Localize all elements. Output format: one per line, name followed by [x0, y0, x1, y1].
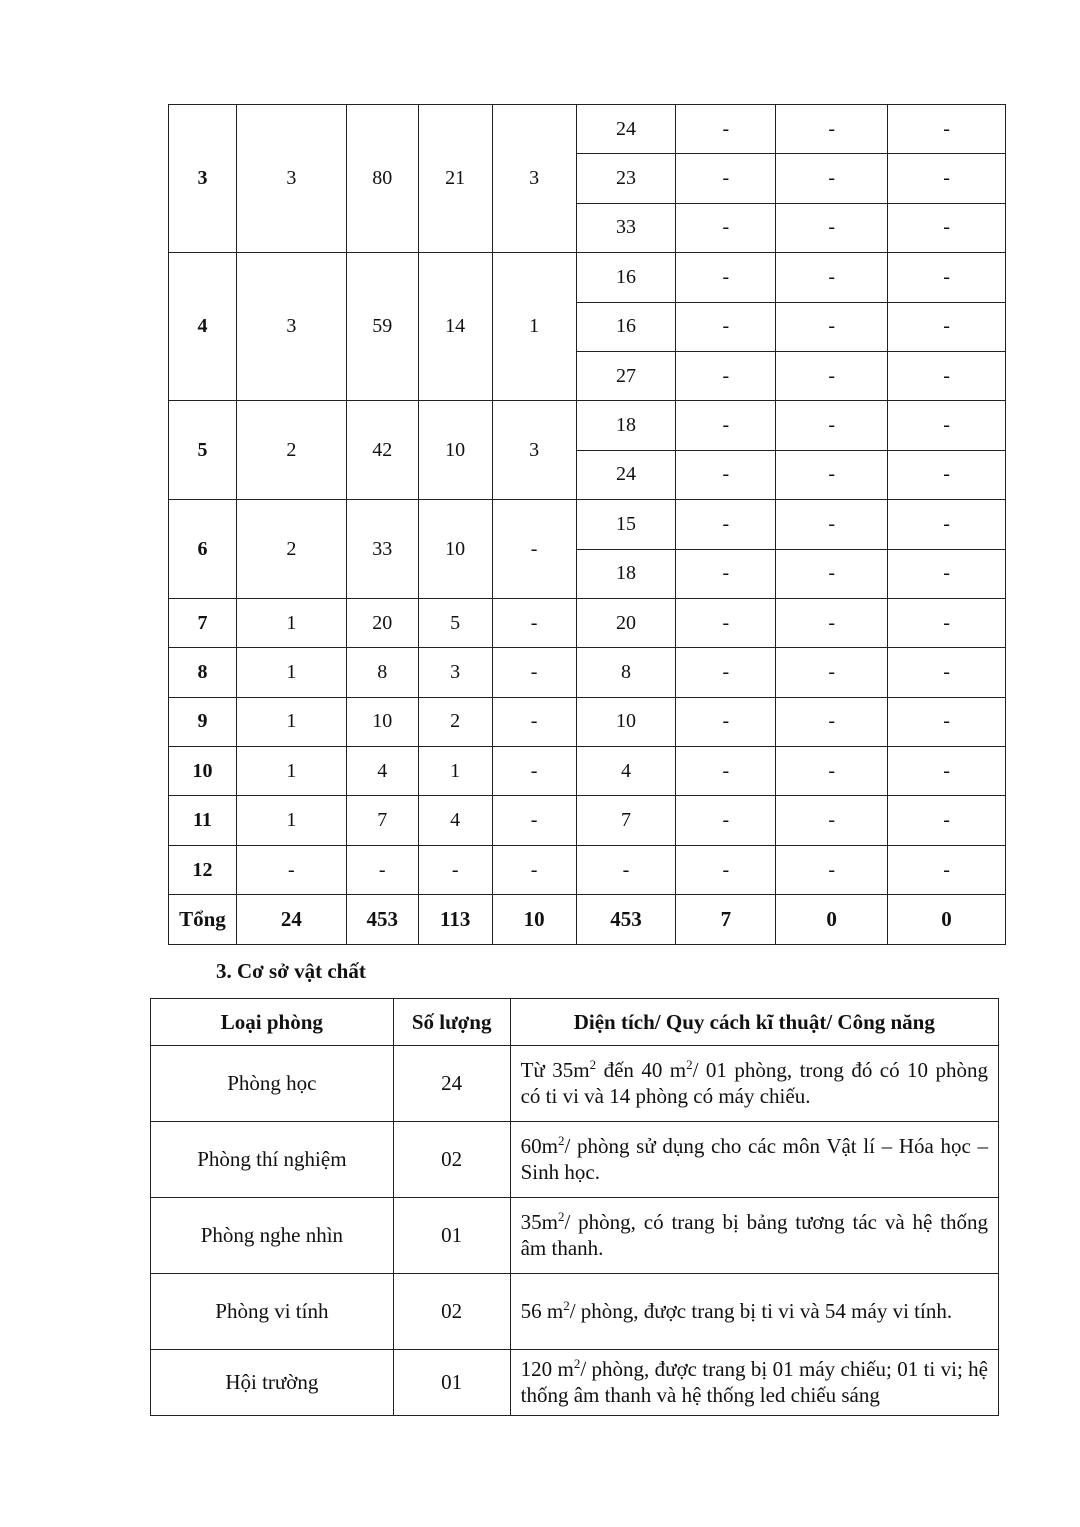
- stats-cell-col8: -: [776, 154, 888, 203]
- stats-cell-col9: -: [888, 549, 1006, 598]
- stats-cell-col3: -: [346, 845, 418, 894]
- stats-cell-col5: -: [492, 845, 576, 894]
- stats-cell-col7: -: [676, 203, 776, 252]
- stats-cell-col6: 18: [576, 549, 676, 598]
- stats-cell-col2: 1: [236, 796, 346, 845]
- stats-cell-grade: 6: [169, 500, 237, 599]
- stats-cell-col7: -: [676, 351, 776, 400]
- stats-cell-col6: 33: [576, 203, 676, 252]
- stats-cell-col4: 21: [418, 105, 492, 253]
- stats-cell-col6: -: [576, 845, 676, 894]
- facility-row: [151, 1274, 999, 1350]
- stats-cell-col2: -: [236, 845, 346, 894]
- stats-cell-col7: -: [676, 796, 776, 845]
- stats-cell-grade: 8: [169, 648, 237, 697]
- stats-cell-col2: 2: [236, 401, 346, 500]
- stats-cell-col7: -: [676, 302, 776, 351]
- stats-cell-col9: -: [888, 648, 1006, 697]
- stats-cell-col2: 1: [236, 648, 346, 697]
- stats-cell-col7: -: [676, 401, 776, 450]
- stats-cell-col7: -: [676, 598, 776, 647]
- stats-cell-col6: 10: [576, 697, 676, 746]
- stats-cell-col9: -: [888, 154, 1006, 203]
- stats-cell-col9: -: [888, 747, 1006, 796]
- stats-cell-col3: 42: [346, 401, 418, 500]
- stats-cell-col2: 2: [236, 500, 346, 599]
- table-row: [169, 796, 1006, 845]
- total-cell-col7: 7: [676, 895, 776, 944]
- stats-cell-col9: -: [888, 500, 1006, 549]
- stats-cell-col9: -: [888, 203, 1006, 252]
- room-type: Phòng học: [151, 1046, 394, 1122]
- stats-cell-col8: -: [776, 450, 888, 499]
- stats-cell-col5: -: [492, 796, 576, 845]
- stats-cell-col9: -: [888, 796, 1006, 845]
- total-row: [169, 895, 1006, 944]
- stats-cell-col6: 20: [576, 598, 676, 647]
- section-heading: 3. Cơ sở vật chất: [216, 959, 366, 983]
- stats-cell-col7: -: [676, 253, 776, 302]
- stats-cell-col9: -: [888, 845, 1006, 894]
- stats-cell-grade: 5: [169, 401, 237, 500]
- stats-cell-col9: -: [888, 450, 1006, 499]
- facility-row: [151, 1046, 999, 1122]
- stats-cell-col5: 1: [492, 253, 576, 401]
- total-cell-col8: 0: [776, 895, 888, 944]
- stats-cell-grade: 3: [169, 105, 237, 253]
- stats-cell-col9: -: [888, 598, 1006, 647]
- table-row: [169, 401, 1006, 450]
- stats-cell-col7: -: [676, 105, 776, 154]
- stats-cell-col6: 4: [576, 747, 676, 796]
- room-quantity: 02: [393, 1274, 510, 1350]
- header-description: Diện tích/ Quy cách kĩ thuật/ Công năng: [510, 999, 998, 1046]
- total-cell-col9: 0: [888, 895, 1006, 944]
- stats-cell-col3: 20: [346, 598, 418, 647]
- stats-cell-col6: 16: [576, 253, 676, 302]
- stats-cell-col6: 7: [576, 796, 676, 845]
- table-row: [169, 697, 1006, 746]
- stats-cell-col6: 24: [576, 105, 676, 154]
- facility-table: [150, 998, 999, 1416]
- stats-cell-grade: 9: [169, 697, 237, 746]
- stats-cell-col8: -: [776, 598, 888, 647]
- stats-cell-col9: -: [888, 401, 1006, 450]
- facility-row: [151, 1350, 999, 1416]
- stats-cell-col7: -: [676, 154, 776, 203]
- total-cell-col3: 453: [346, 895, 418, 944]
- stats-cell-col8: -: [776, 648, 888, 697]
- stats-cell-grade: 11: [169, 796, 237, 845]
- stats-cell-col7: -: [676, 697, 776, 746]
- room-quantity: 02: [393, 1122, 510, 1198]
- room-type: Phòng thí nghiệm: [151, 1122, 394, 1198]
- stats-cell-col9: -: [888, 697, 1006, 746]
- table-row: [169, 253, 1006, 302]
- stats-cell-col8: -: [776, 845, 888, 894]
- stats-cell-col2: 1: [236, 747, 346, 796]
- stats-cell-col8: -: [776, 401, 888, 450]
- stats-cell-col4: 2: [418, 697, 492, 746]
- stats-cell-col4: 4: [418, 796, 492, 845]
- room-description: 56 $m^2/$ phòng, được trang bị ti vi và 54 máy vi tính.: [510, 1274, 998, 1350]
- stats-cell-col8: -: [776, 253, 888, 302]
- room-type: Phòng vi tính: [151, 1274, 394, 1350]
- stats-cell-col4: 10: [418, 500, 492, 599]
- header-room-type: Loại phòng: [151, 999, 394, 1046]
- stats-cell-col4: 1: [418, 747, 492, 796]
- table-row: [169, 747, 1006, 796]
- facility-row: [151, 1122, 999, 1198]
- stats-cell-col2: 3: [236, 105, 346, 253]
- stats-cell-col6: 8: [576, 648, 676, 697]
- stats-cell-col5: 3: [492, 401, 576, 500]
- total-cell-col5: 10: [492, 895, 576, 944]
- table-row: [169, 648, 1006, 697]
- total-cell-col6: 453: [576, 895, 676, 944]
- table-row: [169, 845, 1006, 894]
- table-row: [169, 105, 1006, 154]
- facility-row: [151, 1198, 999, 1274]
- stats-cell-col3: 59: [346, 253, 418, 401]
- stats-cell-col3: 8: [346, 648, 418, 697]
- stats-cell-col3: 4: [346, 747, 418, 796]
- stats-cell-col4: -: [418, 845, 492, 894]
- table-row: [169, 500, 1006, 549]
- stats-cell-col4: 3: [418, 648, 492, 697]
- stats-cell-col3: 7: [346, 796, 418, 845]
- stats-cell-col9: -: [888, 105, 1006, 154]
- stats-cell-col2: 1: [236, 697, 346, 746]
- stats-cell-col8: -: [776, 549, 888, 598]
- stats-cell-col7: -: [676, 845, 776, 894]
- facility-header-row: [151, 999, 999, 1046]
- stats-cell-grade: 7: [169, 598, 237, 647]
- room-description: 120 $m^2/$ phòng, được trang bị 01 máy chiếu; 01 ti vi; hệ thống âm thanh và hệ thống led chiếu sáng: [510, 1350, 998, 1416]
- stats-cell-col8: -: [776, 351, 888, 400]
- room-quantity: 01: [393, 1198, 510, 1274]
- stats-cell-col9: -: [888, 302, 1006, 351]
- stats-cell-col5: -: [492, 747, 576, 796]
- stats-cell-col5: -: [492, 648, 576, 697]
- stats-cell-col8: -: [776, 203, 888, 252]
- stats-cell-col9: -: [888, 253, 1006, 302]
- stats-cell-col8: -: [776, 697, 888, 746]
- stats-cell-col9: -: [888, 351, 1006, 400]
- stats-cell-col5: -: [492, 500, 576, 599]
- stats-cell-col3: 80: [346, 105, 418, 253]
- total-cell-col4: 113: [418, 895, 492, 944]
- room-description: $60m^2/$ phòng sử dụng cho các môn Vật lí – Hóa học – Sinh học.: [510, 1122, 998, 1198]
- stats-cell-col6: 24: [576, 450, 676, 499]
- stats-cell-col4: 10: [418, 401, 492, 500]
- stats-cell-col6: 23: [576, 154, 676, 203]
- stats-cell-col2: 1: [236, 598, 346, 647]
- stats-cell-col7: -: [676, 450, 776, 499]
- stats-cell-col3: 10: [346, 697, 418, 746]
- stats-cell-grade: 12: [169, 845, 237, 894]
- stats-cell-col8: -: [776, 747, 888, 796]
- stats-cell-col6: 15: [576, 500, 676, 549]
- stats-cell-col2: 3: [236, 253, 346, 401]
- stats-cell-col5: 3: [492, 105, 576, 253]
- total-cell-label: Tổng: [169, 895, 237, 944]
- total-cell-col2: 24: [236, 895, 346, 944]
- stats-cell-col5: -: [492, 697, 576, 746]
- stats-cell-col6: 27: [576, 351, 676, 400]
- header-quantity: Số lượng: [393, 999, 510, 1046]
- room-quantity: 01: [393, 1350, 510, 1416]
- stats-cell-col7: -: [676, 549, 776, 598]
- room-type: Phòng nghe nhìn: [151, 1198, 394, 1274]
- stats-cell-col8: -: [776, 302, 888, 351]
- stats-cell-col4: 14: [418, 253, 492, 401]
- stats-cell-col8: -: [776, 500, 888, 549]
- stats-cell-col7: -: [676, 648, 776, 697]
- stats-cell-grade: 4: [169, 253, 237, 401]
- room-type: Hội trường: [151, 1350, 394, 1416]
- stats-cell-col8: -: [776, 796, 888, 845]
- stats-cell-col7: -: [676, 747, 776, 796]
- student-statistics-table: [168, 104, 1006, 945]
- room-quantity: 24: [393, 1046, 510, 1122]
- stats-cell-col4: 5: [418, 598, 492, 647]
- room-description: $35m^2/$ phòng, có trang bị bảng tương tác và hệ thống âm thanh.: [510, 1198, 998, 1274]
- stats-cell-col6: 16: [576, 302, 676, 351]
- stats-cell-col3: 33: [346, 500, 418, 599]
- stats-cell-col5: -: [492, 598, 576, 647]
- stats-cell-col7: -: [676, 500, 776, 549]
- stats-cell-grade: 10: [169, 747, 237, 796]
- stats-cell-col8: -: [776, 105, 888, 154]
- table-row: [169, 598, 1006, 647]
- stats-cell-col6: 18: [576, 401, 676, 450]
- room-description: Từ $35m^2$ đến 40 $m^2/$ 01 phòng, trong đó có 10 phòng có ti vi và 14 phòng có máy chiếu.: [510, 1046, 998, 1122]
